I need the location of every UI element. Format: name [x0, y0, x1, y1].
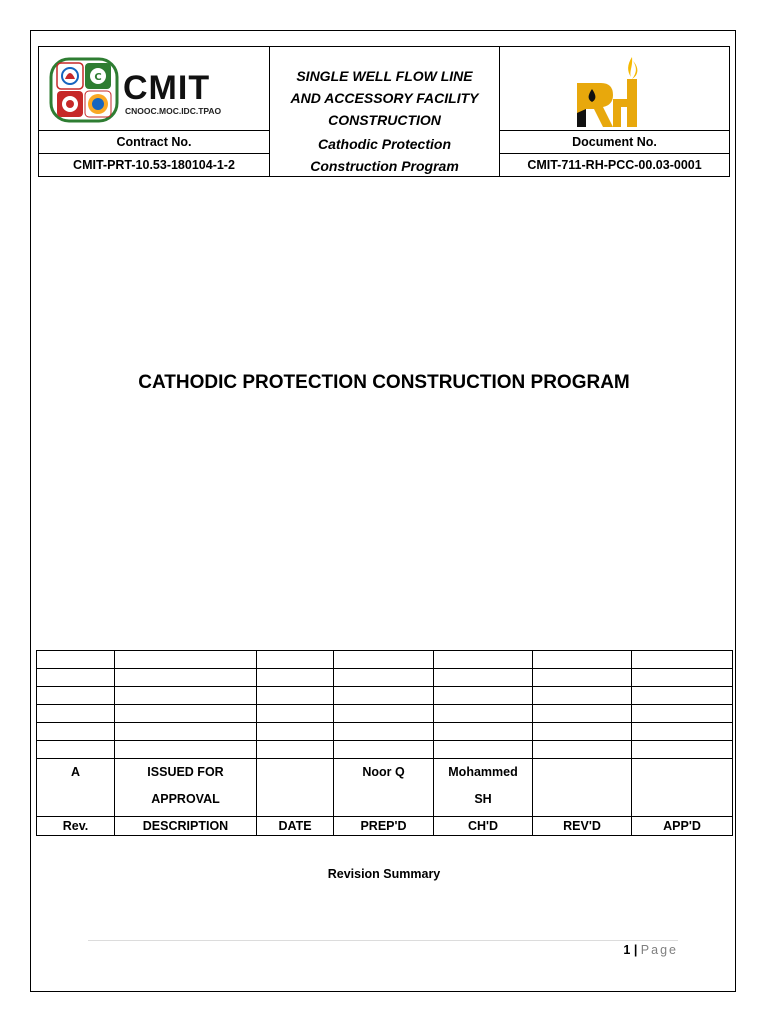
footer-divider	[88, 940, 678, 941]
table-header-row	[37, 817, 733, 836]
revision-summary-caption: Revision Summary	[327, 867, 441, 881]
table-row-rev-a	[37, 759, 733, 817]
table-row	[37, 741, 733, 759]
rh-logo	[569, 53, 659, 129]
svg-text:C: C	[94, 72, 102, 83]
project-title: SINGLE WELL FLOW LINE AND ACCESSORY FACILITY CONSTRUCTION	[290, 68, 479, 128]
table-row	[37, 687, 733, 705]
column-header: Rev.	[37, 817, 115, 836]
table-row	[37, 723, 733, 741]
date-cell	[257, 759, 334, 817]
rev-cell: A	[37, 759, 115, 817]
page-footer	[623, 943, 678, 957]
column-header: REV'D	[533, 817, 632, 836]
revision-table	[36, 650, 733, 836]
document-no-label: Document No.	[572, 135, 657, 149]
column-header: APP'D	[632, 817, 733, 836]
approved-cell	[632, 759, 733, 817]
cmit-logo	[47, 55, 263, 125]
document-title: CATHODIC PROTECTION CONSTRUCTION PROGRAM	[138, 372, 630, 393]
table-row	[37, 705, 733, 723]
cmit-subtitle-text: CNOOC.MOC.IDC.TPAO	[125, 106, 222, 116]
column-header: DATE	[257, 817, 334, 836]
contract-no-label: Contract No.	[116, 135, 192, 149]
table-row	[37, 651, 733, 669]
program-title: Cathodic Protection Construction Program	[310, 136, 459, 174]
page-number: 1	[623, 943, 631, 957]
document-no-value: CMIT-711-RH-PCC-00.03-0001	[527, 158, 702, 172]
page-separator: |	[633, 943, 638, 957]
cmit-brand-text: CMIT	[123, 69, 211, 107]
column-header: DESCRIPTION	[115, 817, 257, 836]
contract-no-value: CMIT-PRT-10.53-180104-1-2	[73, 158, 235, 172]
table-row	[37, 669, 733, 687]
page-word: Page	[640, 943, 678, 957]
reviewed-cell	[533, 759, 632, 817]
prepared-cell: Noor Q	[334, 759, 434, 817]
description-cell: ISSUED FOR APPROVAL	[115, 759, 257, 817]
column-header: CH'D	[434, 817, 533, 836]
column-header: PREP'D	[334, 817, 434, 836]
checked-cell: Mohammed SH	[434, 759, 533, 817]
header-table	[38, 46, 730, 177]
